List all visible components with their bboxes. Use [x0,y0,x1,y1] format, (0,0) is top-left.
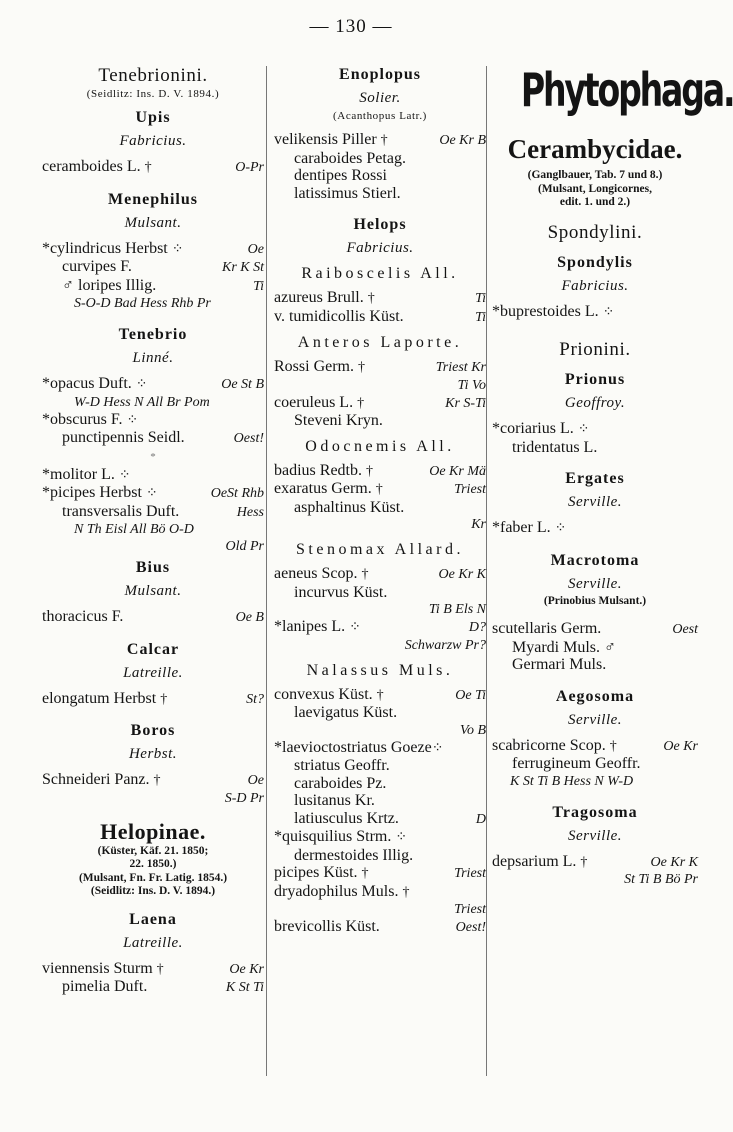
subfamily-reference: (Mulsant, Fn. Fr. Latig. 1854.) [78,871,228,884]
subgenus-heading: Raiboscelis All. [301,265,459,282]
tribe-heading: Spondylini. [547,221,643,243]
subgenus-heading: Nalassus Muls. [306,661,454,679]
subfamily-reference: (Küster, Käf. 21. 1850; [97,844,209,857]
species-entry: *molitor L. ⁘ [42,465,131,483]
species-entry: viennensis Sturm † Oe Kr [42,959,264,977]
species-entry: *faber L. ⁘ [492,519,567,536]
genus-heading: Enoplopus [339,66,421,83]
species-entry: ceramboides L. † O-Pr [42,158,264,175]
column-3 [492,62,733,888]
species-entry: incurvus Küst. [294,583,388,601]
locality-continuation: K St Ti B Hess N W-D [510,773,634,789]
species-entry: exaratus Germ. † Triest [274,480,486,497]
family-reference: edit. 1. und 2.) [559,196,631,208]
species-entry: velikensis Piller † Oe Kr B [274,131,486,148]
species-entry: scabricorne Scop. † Oe Kr [492,736,698,754]
genus-heading: Macrotoma [550,551,640,569]
locality-continuation: Ti B Els N [428,602,486,617]
genus-author: Latreille. [123,664,183,681]
locality-continuation: Schwarzw Pr? [404,637,486,653]
species-entry: caraboides Pz. [294,774,387,792]
genus-author: Fabricius. [119,133,187,149]
species-entry: transversalis Duft. Hess [62,502,264,520]
species-entry: Rossi Germ. † Triest Kr [274,358,486,375]
genus-heading: Bius [135,559,171,576]
genus-heading: Helops [353,216,407,233]
subgenus-heading: Stenomax Allard. [296,541,464,558]
locality-continuation: St Ti B Bö Pr [624,872,698,887]
locality-continuation: Ti Vo [457,377,486,393]
species-entry: coeruleus L. † Kr S-Ti [274,393,486,411]
species-entry: lusitanus Kr. [294,792,375,809]
species-entry: *quisquilius Strm. ⁘ [274,828,408,845]
species-entry: caraboides Petag. [294,149,406,167]
genus-author: Fabricius. [561,277,629,294]
family-reference: (Ganglbauer, Tab. 7 und 8.) [527,169,663,181]
locality-continuation: N Th Eisl All Bö O-D [74,522,194,537]
species-entry: latiusculus Krtz. D [294,809,486,827]
synonym-reference: (Acanthopus Latr.) [333,110,427,122]
subgenus-heading: Odocnemis All. [305,437,455,455]
species-entry: laevigatus Küst. [294,704,398,721]
genus-author: Serville. [567,827,623,844]
family-heading: Cerambycidae. [507,134,683,164]
species-entry: dentipes Rossi [294,167,387,184]
genus-heading: Menephilus [107,190,198,208]
species-entry: punctipennis Seidl. Oest! [62,429,264,446]
species-entry: *cylindricus Herbst ⁘ Oe [42,239,264,257]
species-entry: *picipes Herbst ⁘ OeSt Rhb [42,484,264,501]
tribe-reference: (Seidlitz: Ins. D. V. 1894.) [86,88,220,100]
species-entry: pimelia Duft. K St Ti [62,978,264,995]
species-entry: curvipes F. Kr K St [62,258,264,275]
species-entry: striatus Geoffr. [294,757,390,774]
genus-heading: Ergates [565,470,625,487]
column-divider [486,66,487,1076]
separator-star: * [150,450,156,463]
genus-heading: Prionus [564,371,626,388]
genus-author: Serville. [567,494,623,510]
species-entry: azureus Brull. † Ti [274,289,486,306]
species-entry: Myardi Muls. ♂ [512,638,616,656]
locality-continuation: Old Pr [225,539,264,554]
column-1 [42,62,264,997]
genus-author: Solier. [359,90,401,106]
genus-heading: Boros [130,722,176,739]
locality-continuation: S-O-D Bad Hess Rhb Pr [74,296,211,311]
species-entry: aeneus Scop. † Oe Kr K [274,565,486,582]
species-entry: ferrugineum Geoffr. [512,755,641,772]
genus-author: Linné. [132,350,174,366]
column-2 [274,62,486,937]
genus-author: Fabricius. [346,240,414,256]
species-entry: badius Redtb. † Oe Kr Mä [274,461,486,479]
species-entry: asphaltinus Küst. [294,498,405,516]
genus-author: Geoffroy. [564,395,626,411]
species-entry: convexus Küst. † Oe Ti [274,685,486,703]
species-entry: *laevioctostriatus Goeze⁘ [274,738,444,756]
genus-author: Mulsant. [124,214,182,231]
locality-continuation: Vo B [459,722,486,738]
species-entry: Germari Muls. [512,656,607,673]
species-entry: *buprestoides L. ⁘ [492,302,615,320]
genus-heading: Aegosoma [555,687,635,705]
species-entry: ♂ loripes Illig. Ti [62,276,264,294]
genus-heading: Tragosoma [552,803,638,821]
species-entry: dermestoides Illig. [294,846,414,864]
species-entry: picipes Küst. † Triest [274,864,486,881]
family-reference: (Mulsant, Longicornes, [537,182,653,195]
subgenus-heading: Anteros Laporte. [297,334,463,351]
genus-heading: Upis [135,109,171,126]
species-entry: dryadophilus Muls. † [274,882,410,900]
subfamily-heading: Helopinae. [100,818,206,844]
species-entry: *obscurus F. ⁘ [42,410,139,428]
species-entry: latissimus Stierl. [294,184,401,202]
species-entry: brevicollis Küst. Oest! [274,918,486,935]
species-entry: thoracicus F. Oe B [42,608,264,625]
genus-heading: Tenebrio [118,326,188,343]
species-entry: *coriarius L. ⁘ [492,420,590,437]
subfamily-reference: 22. 1850.) [129,858,177,870]
species-entry: elongatum Herbst † St? [42,689,264,707]
column-divider [266,66,267,1076]
locality-continuation: Triest [454,902,486,917]
genus-author: Herbst. [128,746,178,762]
genus-author: Serville. [567,711,623,728]
genus-heading: Spondylis [557,253,633,271]
subfamily-reference: (Seidlitz: Ins. D. V. 1894.) [90,885,216,897]
genus-author: Mulsant. [124,583,182,599]
tribe-heading: Prionini. [559,339,631,360]
locality-continuation: W-D Hess N All Br Pom [74,394,210,410]
species-entry: v. tumidicollis Küst. Ti [274,307,486,325]
species-entry: depsarium L. † Oe Kr K [492,852,698,870]
page-number: — 130 — [309,16,393,37]
species-entry: *opacus Duft. ⁘ Oe St B [42,375,264,392]
genus-heading: Laena [129,910,177,928]
locality-continuation: S-D Pr [224,790,264,806]
locality-continuation: Kr [471,517,486,532]
species-entry: tridentatus L. [512,438,598,456]
genus-author: Latreille. [123,934,183,951]
genus-author: Serville. [567,575,623,592]
species-entry: scutellaris Germ. Oest [492,620,698,637]
genus-heading: Calcar [126,640,180,658]
species-entry: *lanipes L. ⁘ D? [274,618,486,635]
synonym-reference: (Prinobius Mulsant.) [543,594,647,607]
tribe-heading: Tenebrionini. [98,65,208,86]
species-entry: Schneideri Panz. † Oe [42,771,264,788]
order-heading: Phytophaga. [520,63,733,117]
species-entry: Steveni Kryn. [294,412,383,429]
